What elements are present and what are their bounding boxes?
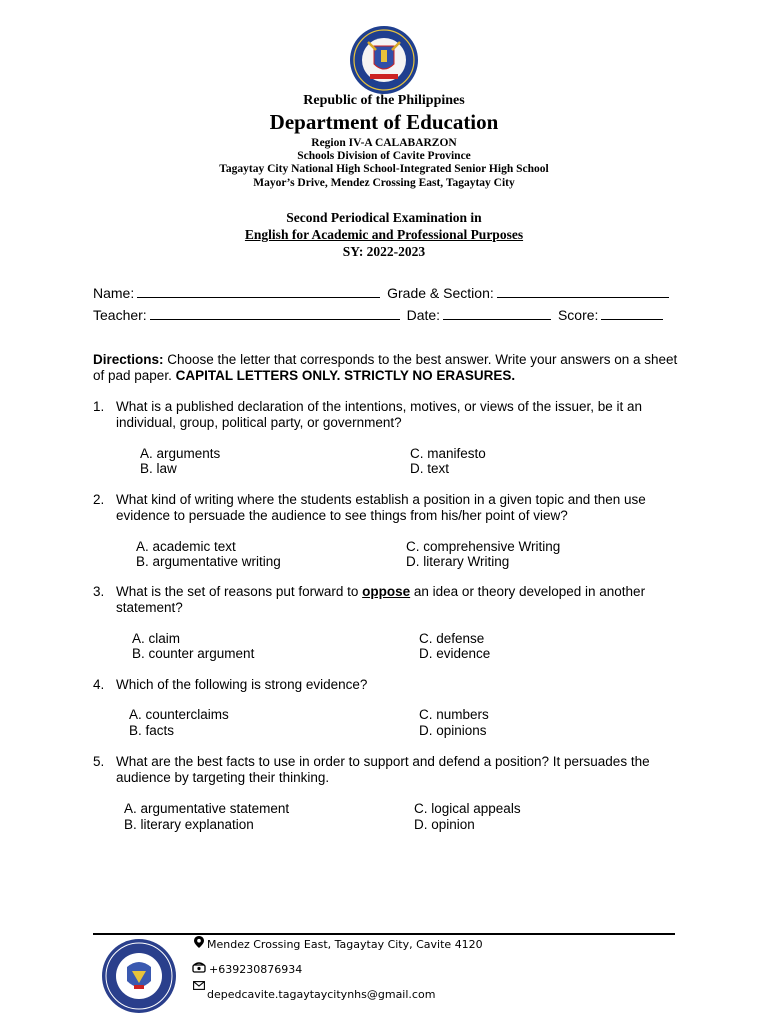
footer-divider bbox=[93, 933, 675, 935]
option-c: C. defense bbox=[419, 631, 485, 646]
exam-title: Second Periodical Examination in bbox=[286, 210, 482, 225]
school-line: Tagaytay City National High School-Integrated Senior High School bbox=[219, 163, 549, 175]
score-field[interactable] bbox=[601, 306, 663, 320]
option-b: B. argumentative writing bbox=[136, 554, 281, 569]
school-seal-logo bbox=[100, 937, 178, 1015]
option-b: B. counter argument bbox=[132, 646, 255, 661]
question-text: Which of the following is strong evidence? bbox=[116, 677, 368, 692]
footer-email[interactable]: depedcavite.tagaytaycitynhs@gmail.com bbox=[207, 988, 436, 1001]
option-b: B. law bbox=[140, 461, 177, 476]
directions-text: Choose the letter that corresponds to the best answer. Write your answers on a sheet of pad paper. bbox=[93, 352, 678, 383]
option-a: A. academic text bbox=[136, 539, 236, 554]
grade-section-label: Grade & Section: bbox=[387, 285, 494, 301]
option-d: D. literary Writing bbox=[406, 554, 510, 569]
question-number: 2. bbox=[93, 492, 105, 507]
name-field[interactable] bbox=[137, 284, 380, 298]
option-c: C. manifesto bbox=[410, 446, 486, 461]
option-d: D. evidence bbox=[419, 646, 491, 661]
footer-phone-text: +639230876934 bbox=[209, 963, 303, 976]
option-a: A. arguments bbox=[140, 446, 221, 461]
teacher-field[interactable] bbox=[150, 306, 400, 320]
option-a: A. counterclaims bbox=[129, 707, 229, 722]
footer-address bbox=[194, 936, 483, 951]
directions-emphasis: CAPITAL LETTERS ONLY. STRICTLY NO ERASURES. bbox=[175, 368, 516, 383]
question-number: 3. bbox=[93, 584, 105, 599]
exam-subject: English for Academic and Professional Purposes bbox=[244, 227, 524, 242]
address-line: Mayor’s Drive, Mendez Crossing East, Tagaytay City bbox=[253, 177, 515, 189]
date-label: Date: bbox=[406, 307, 441, 323]
option-c: C. numbers bbox=[419, 707, 489, 722]
option-b: B. facts bbox=[129, 723, 175, 738]
question-text: What is a published declaration of the intentions, motives, or views of the issuer, be it an individual, group, political party, or government? bbox=[116, 399, 643, 430]
phone-icon bbox=[192, 962, 206, 973]
deped-seal-logo bbox=[344, 24, 424, 96]
option-d: D. text bbox=[410, 461, 450, 476]
question-text-before: What is the set of reasons put forward to bbox=[116, 584, 363, 599]
option-c: C. logical appeals bbox=[414, 801, 521, 816]
division-line: Schools Division of Cavite Province bbox=[297, 150, 471, 162]
republic-heading: Republic of the Philippines bbox=[303, 93, 465, 108]
directions-label: Directions: bbox=[93, 352, 164, 367]
exam-school-year: SY: 2022-2023 bbox=[342, 244, 426, 259]
name-row bbox=[93, 284, 672, 301]
option-d: D. opinion bbox=[414, 817, 475, 832]
map-pin-icon bbox=[194, 936, 204, 948]
option-b: B. literary explanation bbox=[124, 817, 254, 832]
directions bbox=[93, 352, 678, 384]
date-field[interactable] bbox=[443, 306, 551, 320]
envelope-icon bbox=[193, 977, 205, 995]
score-label: Score: bbox=[557, 307, 599, 323]
question-text bbox=[116, 584, 681, 615]
question-text-after: an idea or theory developed in another statement? bbox=[116, 584, 646, 615]
department-heading: Department of Education bbox=[269, 110, 499, 134]
name-label: Name: bbox=[93, 285, 135, 301]
footer-address-text: Mendez Crossing East, Tagaytay City, Cavite 4120 bbox=[207, 938, 483, 951]
question-number: 5. bbox=[93, 754, 105, 769]
option-a: A. claim bbox=[132, 631, 181, 646]
option-a: A. argumentative statement bbox=[124, 801, 290, 816]
question-emphasis-word: oppose bbox=[362, 584, 411, 599]
option-c: C. comprehensive Writing bbox=[406, 539, 561, 554]
question-number: 1. bbox=[93, 399, 105, 414]
teacher-row bbox=[93, 306, 666, 323]
question-number: 4. bbox=[93, 677, 105, 692]
footer-phone bbox=[192, 962, 302, 976]
question-text: What are the best facts to use in order to support and defend a position? It persuades the audience by targeting their thinking. bbox=[116, 754, 650, 785]
region-line: Region IV-A CALABARZON bbox=[311, 137, 457, 149]
question-text: What kind of writing where the students establish a position in a given topic and then use evidence to persuade the audience to see things from his/her point of view? bbox=[116, 492, 646, 523]
option-d: D. opinions bbox=[419, 723, 487, 738]
teacher-label: Teacher: bbox=[93, 307, 147, 323]
grade-section-field[interactable] bbox=[497, 284, 669, 298]
